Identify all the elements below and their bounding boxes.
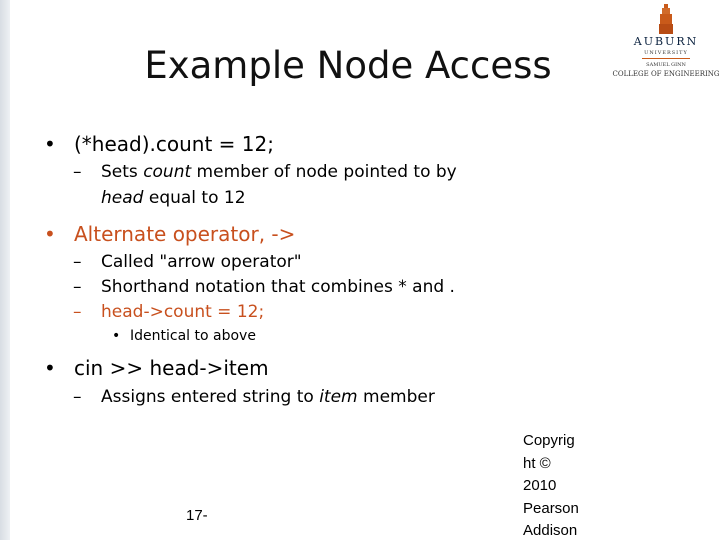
bullet-3a bbox=[73, 387, 435, 407]
bullet-3a-em: item bbox=[319, 387, 358, 407]
bullet-dash: – bbox=[73, 162, 82, 182]
bullet-dot: • bbox=[44, 356, 56, 380]
bullet-dot: • bbox=[44, 132, 56, 156]
bullet-1b-em: head bbox=[101, 188, 144, 208]
bullet-2c-i bbox=[112, 328, 256, 344]
bullet-2b bbox=[73, 277, 455, 297]
auburn-logo bbox=[612, 4, 720, 82]
bullet-3 bbox=[44, 356, 269, 380]
bullet-dash: – bbox=[73, 252, 82, 272]
bullet-1a-cont bbox=[101, 188, 246, 208]
logo-wordmark: AUBURN bbox=[633, 35, 699, 48]
bullet-2a bbox=[73, 252, 302, 272]
tower-icon bbox=[658, 4, 674, 34]
logo-college: COLLEGE OF ENGINEERING bbox=[612, 70, 720, 78]
bullet-dash: – bbox=[73, 302, 82, 322]
bullet-1b-post: equal to 12 bbox=[143, 188, 246, 208]
copyright-line: ht © bbox=[523, 454, 551, 472]
bullet-dot: • bbox=[112, 328, 121, 344]
bullet-dash: – bbox=[73, 277, 82, 297]
copyright-line: Addison bbox=[523, 522, 578, 539]
logo-university: UNIVERSITY bbox=[644, 50, 688, 56]
copyright-line: 2010 bbox=[523, 477, 557, 494]
copyright-line: Copyrig bbox=[523, 432, 575, 449]
copyright-line: Pearson bbox=[523, 499, 579, 517]
bullet-1 bbox=[44, 132, 274, 156]
bullet-1a-pre: Sets bbox=[101, 162, 144, 182]
bullet-1a-post: member of node pointed to by bbox=[191, 162, 457, 182]
page-number: 17- bbox=[186, 507, 208, 524]
bullet-1-text: (*head).count = 12; bbox=[74, 132, 274, 156]
bullet-1a bbox=[73, 162, 457, 182]
bullet-dot: • bbox=[44, 222, 56, 246]
bullet-2c bbox=[73, 302, 264, 322]
bullet-2-text: Alternate operator, -> bbox=[74, 222, 296, 246]
logo-small-line: SAMUEL GINN bbox=[646, 62, 686, 68]
bullet-2 bbox=[44, 222, 295, 246]
bullet-2c-text: head->count = 12; bbox=[101, 302, 265, 322]
logo-rule bbox=[642, 58, 690, 59]
bullet-3a-pre: Assigns entered string to bbox=[101, 387, 320, 407]
bullet-3-text: cin >> head->item bbox=[74, 356, 269, 380]
bullet-2b-text: Shorthand notation that combines * and . bbox=[101, 277, 455, 297]
bullet-1a-em: count bbox=[143, 162, 192, 182]
copyright-notice bbox=[523, 430, 603, 543]
bullet-3a-post: member bbox=[357, 387, 435, 407]
bullet-2c-i-text: Identical to above bbox=[130, 328, 256, 344]
bullet-dash: – bbox=[73, 387, 82, 407]
bullet-2a-text: Called "arrow operator" bbox=[101, 252, 302, 272]
slide-title: Example Node Access bbox=[144, 44, 552, 87]
